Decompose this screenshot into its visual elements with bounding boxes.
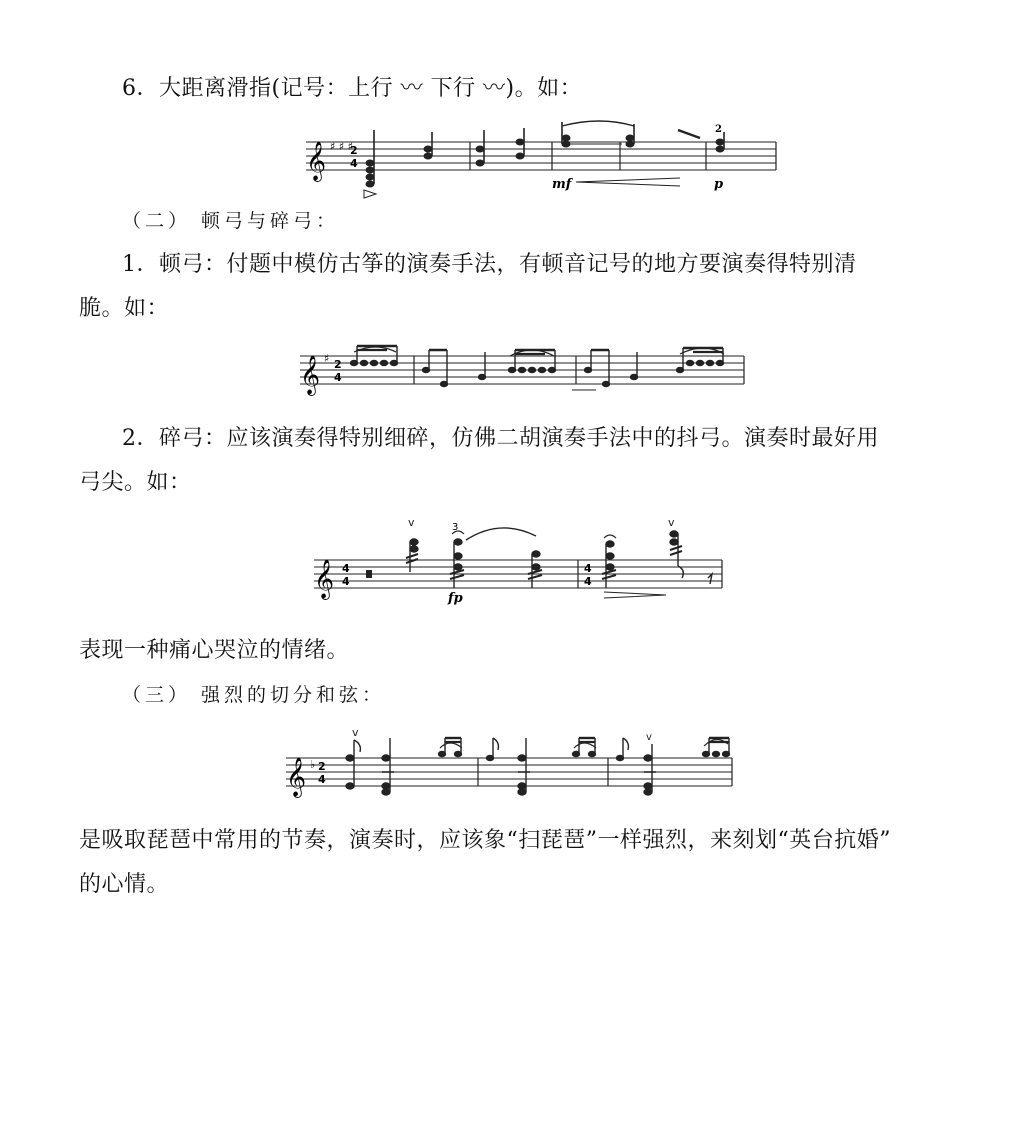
tremolo-notes-2: [602, 516, 683, 588]
final-notes: [716, 132, 724, 152]
fingering: 2: [715, 124, 722, 135]
music-example-4: [282, 724, 738, 800]
syncopated-chords: [346, 726, 462, 795]
key-signature: ♯ ♯ ♯: [330, 140, 353, 153]
music-example-2: [296, 338, 748, 404]
dynamic-p: p: [714, 177, 724, 192]
item-1-line-1: 1．顿弓：付题中模仿古筝的演奏手法，有顿音记号的地方要演奏得特别清: [122, 252, 857, 277]
dynamic-mf: mf: [552, 177, 572, 192]
treble-clef: 𝄞: [300, 355, 321, 395]
time-change-top: 4: [584, 562, 592, 575]
eighth-rest: [708, 574, 712, 584]
chord-notes-2: [476, 128, 524, 166]
section-2-heading: （二） 顿弓与碎弓：: [122, 210, 340, 232]
music-example-1: [300, 122, 780, 202]
final-line-2: 的心情。: [79, 872, 170, 897]
svg-text:v: v: [668, 516, 675, 529]
time-signature-top: 2: [318, 760, 326, 773]
time-signature-bottom: 4: [318, 773, 326, 786]
chord-notes: [364, 130, 432, 198]
treble-clef: 𝄞: [314, 559, 335, 599]
glissando-notes: [562, 122, 634, 147]
treble-clef: 𝄞: [286, 757, 307, 797]
key-signature: ♭: [310, 758, 316, 771]
music-example-3: [310, 512, 728, 604]
svg-text:v: v: [352, 726, 359, 739]
staccato-notes-3: [677, 348, 724, 373]
time-signature-top: 2: [350, 144, 358, 157]
item-2-line-2: 弓尖。如：: [79, 470, 192, 495]
time-signature-top: 2: [334, 358, 342, 371]
time-signature-bottom: 4: [350, 157, 358, 170]
time-signature-bottom: 4: [342, 575, 350, 588]
item-2-line-1: 2．碎弓：应该演奏得特别细碎，仿佛二胡演奏手法中的抖弓。演奏时最好用: [122, 426, 879, 451]
after-example-3-text: 表现一种痛心哭泣的情绪。: [79, 638, 350, 663]
time-signature-top: 4: [342, 562, 350, 575]
time-signature-bottom: 4: [334, 371, 342, 384]
fingering: 3: [452, 522, 459, 533]
svg-text:v: v: [646, 732, 652, 743]
item-1-line-2: 脆。如：: [79, 296, 170, 321]
treble-clef: 𝄞: [306, 141, 327, 181]
dynamic-fp: fp: [448, 591, 463, 606]
key-signature: ♯: [324, 352, 330, 365]
time-change-bottom: 4: [584, 575, 592, 588]
section-3-heading: （三） 强烈的切分和弦：: [122, 684, 386, 706]
final-line-1: 是吸取琵琶中常用的节奏，演奏时，应该象“扫琵琶”一样强烈，来刻划“英台抗婚”: [79, 828, 891, 853]
item-6-text: 6．大距离滑指(记号：上行 〰 下行 〰)。如：: [122, 76, 583, 101]
quarter-rest: [366, 570, 372, 578]
svg-text:v: v: [408, 516, 415, 529]
